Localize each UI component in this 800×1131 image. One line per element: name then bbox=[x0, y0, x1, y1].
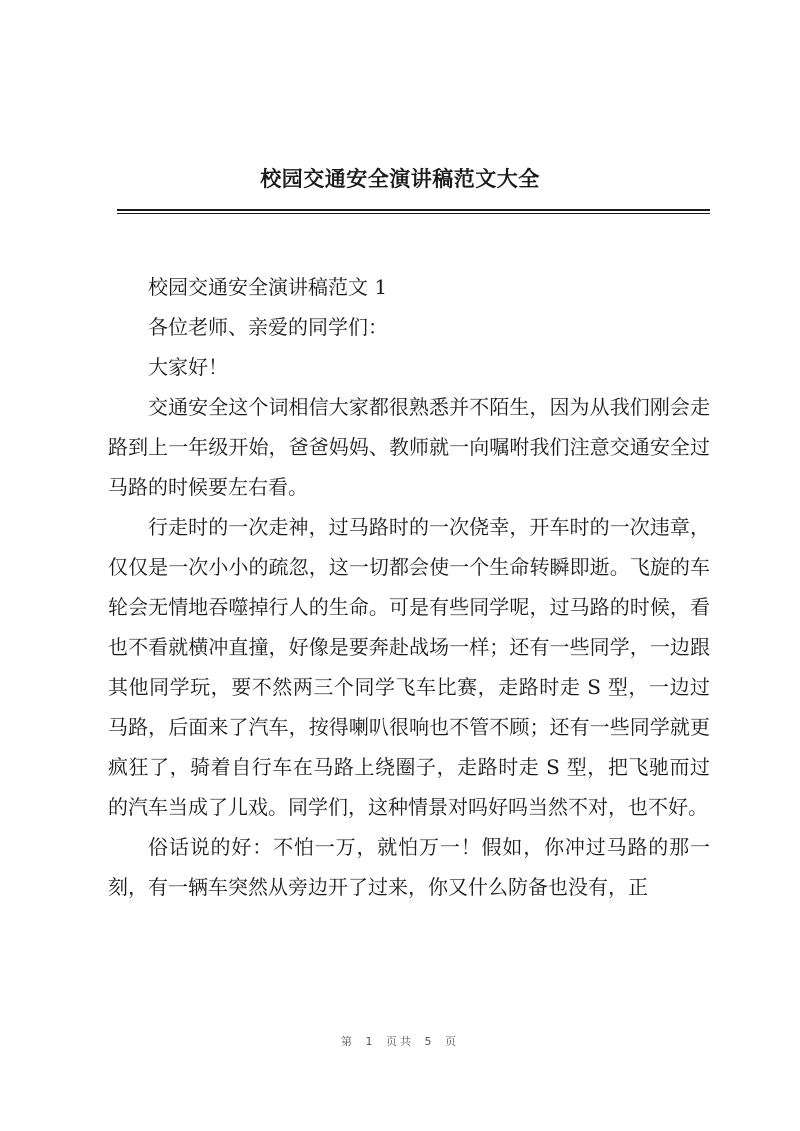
greeting: 大家好！ bbox=[148, 355, 228, 379]
page-footer bbox=[0, 1033, 800, 1049]
title-rule-thin bbox=[117, 213, 710, 214]
document-body bbox=[108, 267, 710, 907]
salutation: 各位老师、亲爱的同学们： bbox=[148, 315, 388, 339]
body-paragraph: 行走时的一次走神，过马路时的一次侥幸，开车时的一次违章，仅仅是一次小小的疏忽，这一切都会使一个生命转瞬即逝。飞旋的车轮会无情地吞噬掉行人的生命。可是有些同学呢，过马路的时候，看也不看就横冲直撞，好像是要奔赴战场一样；还有一些同学，一边跟其他同学玩，要不然两三个同学飞车比赛，走路时走 S 型，一边过马路，后面来了汽车，按得喇叭很响也不管不顾；还有一些同学就更疯狂了，骑着自行车在马路上绕圈子，走路时走 S 型，把飞驰而过的汽车当成了儿戏。同学们，这种情景对吗好吗当然不对，也不好。 bbox=[108, 515, 710, 819]
footer-middle: 页共 bbox=[386, 1035, 414, 1048]
footer-prefix: 第 bbox=[341, 1035, 355, 1048]
body-paragraph: 俗话说的好：不怕一万，就怕万一！假如，你冲过马路的那一刻，有一辆车突然从旁边开了过来，你又什么防备也没有，正 bbox=[108, 835, 710, 899]
section-heading: 校园交通安全演讲稿范文 1 bbox=[148, 275, 388, 299]
footer-suffix: 页 bbox=[445, 1035, 459, 1048]
document-title: 校园交通安全演讲稿范文大全 bbox=[260, 167, 540, 191]
footer-current-page: 1 bbox=[365, 1035, 376, 1048]
footer-total-pages: 5 bbox=[424, 1035, 435, 1048]
title-rule-thick bbox=[117, 209, 710, 211]
body-paragraph: 交通安全这个词相信大家都很熟悉并不陌生，因为从我们刚会走路到上一年级开始，爸爸妈妈、教师就一向嘱咐我们注意交通安全过马路的时候要左右看。 bbox=[108, 395, 710, 499]
